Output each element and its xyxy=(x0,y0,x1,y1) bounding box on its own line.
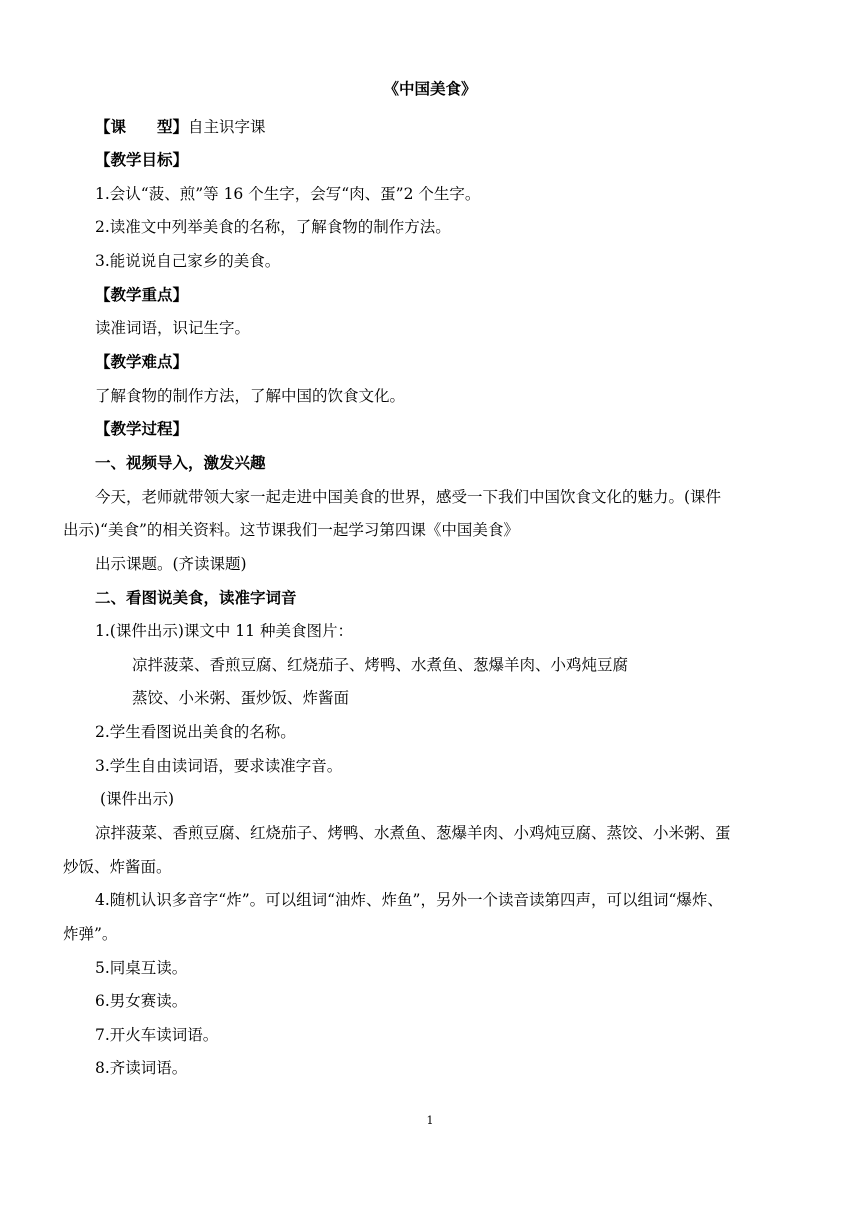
difficulty-heading: 【教学难点】 xyxy=(95,353,189,371)
document-title: 《中国美食》 xyxy=(383,80,477,98)
section2-item: 6.男女赛读。 xyxy=(95,992,188,1010)
section1-paragraph-line: 出示)“美食”的相关资料。这节课我们一起学习第四课《中国美食》 xyxy=(63,521,519,539)
section2-item: 2.学生看图说出美食的名称。 xyxy=(95,723,296,741)
goal-item: 3.能说说自己家乡的美食。 xyxy=(95,252,281,270)
section2-item: 3.学生自由读词语，要求读准字音。 xyxy=(95,757,343,775)
page-number: 1 xyxy=(426,1114,434,1127)
section2-item: 4.随机认识多音字“炸”。可以组词“油炸、炸鱼”，另外一个读音读第四声，可以组词“爆炸、 xyxy=(95,891,723,909)
section1-line: 出示课题。(齐读课题) xyxy=(95,555,247,573)
section2-item: 1.(课件出示)课文中 11 种美食图片： xyxy=(95,622,353,640)
focus-heading: 【教学重点】 xyxy=(95,286,189,304)
section2-heading: 二、看图说美食，读准字词音 xyxy=(95,589,297,607)
difficulty-text: 了解食物的制作方法，了解中国的饮食文化。 xyxy=(95,387,406,405)
food-list-line: 蒸饺、小米粥、蛋炒饭、炸酱面 xyxy=(132,689,350,707)
goal-item: 2.读准文中列举美食的名称，了解食物的制作方法。 xyxy=(95,218,451,236)
section2-item: 5.同桌互读。 xyxy=(95,959,188,977)
lesson-type-line xyxy=(0,117,860,137)
section1-heading: 一、视频导入，激发兴趣 xyxy=(95,454,266,472)
focus-text: 读准词语，识记生字。 xyxy=(95,319,251,337)
courseware-note: (课件出示) xyxy=(100,790,175,808)
words-line: 凉拌菠菜、香煎豆腐、红烧茄子、烤鸭、水煮鱼、葱爆羊肉、小鸡炖豆腐、蒸饺、小米粥、蛋 xyxy=(95,824,731,842)
section1-paragraph-line: 今天，老师就带领大家一起走进中国美食的世界，感受一下我们中国饮食文化的魅力。(课件 xyxy=(95,488,722,506)
section2-item-continuation: 炸弹”。 xyxy=(63,925,118,943)
lesson-type-value: 自主识字课 xyxy=(188,118,266,136)
lesson-type-label: 【课 型】 xyxy=(95,118,189,136)
section2-item: 7.开火车读词语。 xyxy=(95,1026,219,1044)
words-line: 炒饭、炸酱面。 xyxy=(63,858,172,876)
section2-item: 8.齐读词语。 xyxy=(95,1059,188,1077)
process-heading: 【教学过程】 xyxy=(95,420,189,438)
food-list-line: 凉拌菠菜、香煎豆腐、红烧茄子、烤鸭、水煮鱼、葱爆羊肉、小鸡炖豆腐 xyxy=(132,656,629,674)
goals-heading: 【教学目标】 xyxy=(95,151,189,169)
goal-item: 1.会认“菠、煎”等 16 个生字，会写“肉、蛋”2 个生字。 xyxy=(95,185,481,203)
